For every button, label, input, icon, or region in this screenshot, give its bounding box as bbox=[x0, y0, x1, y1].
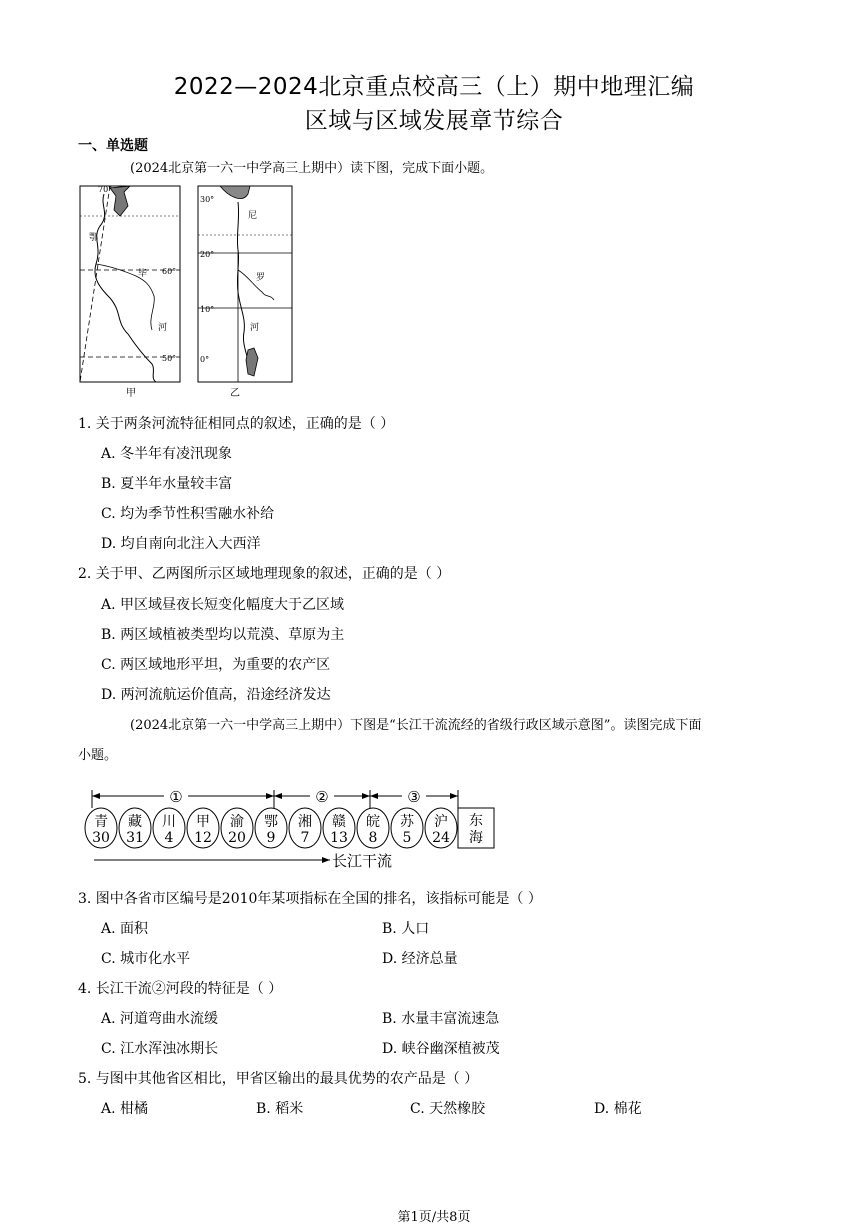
river-maps-figure bbox=[70, 180, 300, 400]
province-name: 鄂 bbox=[264, 814, 278, 830]
document-title: 2022—2024北京重点校高三（上）期中地理汇编 bbox=[173, 74, 695, 100]
map-yi-char-3: 河 bbox=[250, 323, 260, 333]
east-sea-char-1: 东 bbox=[469, 813, 483, 829]
province-oval-9 bbox=[391, 808, 423, 848]
map-yi-char-1: 尼 bbox=[248, 211, 258, 221]
map-jia-char-1: 鄂 bbox=[89, 233, 99, 243]
question-2-option-c[interactable]: C. 两区域地形平坦，为重要的农产区 bbox=[101, 657, 331, 673]
lat-20-label: 20° bbox=[200, 250, 215, 259]
province-oval-10 bbox=[425, 808, 457, 848]
yangtze-river-label: 长江干流 bbox=[332, 852, 393, 870]
segment-2-label: ② bbox=[315, 788, 329, 806]
province-oval-5 bbox=[255, 808, 287, 848]
question-1-option-a[interactable]: A. 冬半年有凌汛现象 bbox=[101, 446, 233, 462]
yangtze-diagram bbox=[80, 774, 500, 874]
question-3-option-a[interactable]: A. 面积 bbox=[101, 921, 149, 937]
province-rank: 7 bbox=[300, 830, 310, 846]
question-4-option-c[interactable]: C. 江水浑浊冰期长 bbox=[101, 1041, 219, 1057]
province-oval-0 bbox=[85, 808, 117, 848]
province-rank: 12 bbox=[194, 830, 212, 846]
question-1-option-b[interactable]: B. 夏半年水量较丰富 bbox=[101, 476, 233, 492]
province-name: 藏 bbox=[128, 814, 142, 830]
province-name: 渝 bbox=[230, 814, 244, 830]
province-oval-8 bbox=[357, 808, 389, 848]
question-4-option-d[interactable]: D. 峡谷幽深植被茂 bbox=[382, 1041, 500, 1057]
question-5-option-c[interactable]: C. 天然橡胶 bbox=[410, 1101, 486, 1117]
document-subtitle: 区域与区域发展章节综合 bbox=[304, 108, 564, 134]
lat-0-label: 0° bbox=[200, 355, 210, 364]
province-rank: 9 bbox=[266, 830, 276, 846]
province-rank: 8 bbox=[368, 830, 378, 846]
province-rank: 20 bbox=[228, 830, 246, 846]
province-name: 赣 bbox=[332, 814, 346, 830]
map-jia-char-2: 毕 bbox=[138, 269, 148, 279]
question-3-option-c[interactable]: C. 城市化水平 bbox=[101, 951, 191, 967]
province-name: 沪 bbox=[434, 814, 448, 830]
province-name: 甲 bbox=[196, 814, 210, 830]
map-yi-label: 乙 bbox=[230, 388, 240, 399]
province-oval-6 bbox=[289, 808, 321, 848]
question-3-option-b[interactable]: B. 人口 bbox=[382, 921, 430, 937]
question-3-stem: 3. 图中各省市区编号是2010年某项指标在全国的排名，该指标可能是（ ） bbox=[78, 891, 542, 907]
question-3-option-d[interactable]: D. 经济总量 bbox=[382, 951, 458, 967]
segment-1-label: ① bbox=[169, 788, 183, 806]
province-name: 皖 bbox=[366, 814, 380, 830]
question-1-option-d[interactable]: D. 均自南向北注入大西洋 bbox=[101, 536, 261, 552]
map-yi-char-2: 罗 bbox=[256, 273, 266, 283]
question-1-stem: 1. 关于两条河流特征相同点的叙述，正确的是（ ） bbox=[78, 416, 395, 432]
province-rank: 30 bbox=[92, 830, 110, 846]
section-heading: 一、单选题 bbox=[78, 138, 148, 154]
map-jia-label: 甲 bbox=[126, 388, 136, 399]
province-rank: 13 bbox=[330, 830, 348, 846]
question-4-stem: 4. 长江干流②河段的特征是（ ） bbox=[78, 981, 283, 997]
lat-10-label: 10° bbox=[200, 305, 215, 314]
province-oval-4 bbox=[221, 808, 253, 848]
lat-70-label: 70° bbox=[98, 185, 113, 194]
map-yi bbox=[198, 186, 292, 399]
question-2-stem: 2. 关于甲、乙两图所示区域地理现象的叙述，正确的是（ ） bbox=[78, 566, 451, 582]
lat-50-label: 50° bbox=[162, 354, 177, 363]
province-oval-2 bbox=[153, 808, 185, 848]
question-4-option-b[interactable]: B. 水量丰富流速急 bbox=[382, 1011, 500, 1027]
question-1-option-c[interactable]: C. 均为季节性积雪融水补给 bbox=[101, 506, 275, 522]
question-5-option-b[interactable]: B. 稻米 bbox=[256, 1101, 304, 1117]
intro-text-2-cont: 小题。 bbox=[78, 748, 118, 763]
province-oval-7 bbox=[323, 808, 355, 848]
intro-text-1: (2024北京第一六一中学高三上期中）读下图，完成下面小题。 bbox=[130, 161, 494, 176]
question-5-option-a[interactable]: A. 柑橘 bbox=[101, 1101, 149, 1117]
province-name: 川 bbox=[162, 814, 176, 830]
province-rank: 4 bbox=[164, 830, 174, 846]
province-name: 苏 bbox=[400, 814, 414, 830]
page-footer: 第1页/共8页 bbox=[397, 1210, 471, 1225]
province-rank: 24 bbox=[432, 830, 450, 846]
question-4-option-a[interactable]: A. 河道弯曲水流缓 bbox=[101, 1011, 219, 1027]
intro-text-2: (2024北京第一六一中学高三上期中）下图是“长江干流流经的省级行政区域示意图”。读图完成下面 bbox=[130, 718, 702, 733]
map-jia-char-3: 河 bbox=[158, 323, 168, 333]
province-name: 青 bbox=[94, 814, 108, 830]
east-sea-char-2: 海 bbox=[469, 830, 483, 846]
province-oval-1 bbox=[119, 808, 151, 848]
province-name: 湘 bbox=[298, 814, 312, 830]
question-2-option-b[interactable]: B. 两区域植被类型均以荒漠、草原为主 bbox=[101, 627, 345, 643]
lat-30-label: 30° bbox=[200, 195, 215, 204]
question-5-stem: 5. 与图中其他省区相比，甲省区输出的最具优势的农产品是（ ） bbox=[78, 1071, 479, 1087]
lat-60-label: 60° bbox=[162, 267, 177, 276]
province-rank: 5 bbox=[402, 830, 412, 846]
segment-3-label: ③ bbox=[407, 788, 421, 806]
province-oval-3 bbox=[187, 808, 219, 848]
map-jia bbox=[80, 185, 180, 399]
question-2-option-a[interactable]: A. 甲区域昼夜长短变化幅度大于乙区域 bbox=[101, 597, 345, 613]
question-2-option-d[interactable]: D. 两河流航运价值高，沿途经济发达 bbox=[101, 687, 331, 703]
province-rank: 31 bbox=[126, 830, 144, 846]
question-5-option-d[interactable]: D. 棉花 bbox=[594, 1101, 642, 1117]
